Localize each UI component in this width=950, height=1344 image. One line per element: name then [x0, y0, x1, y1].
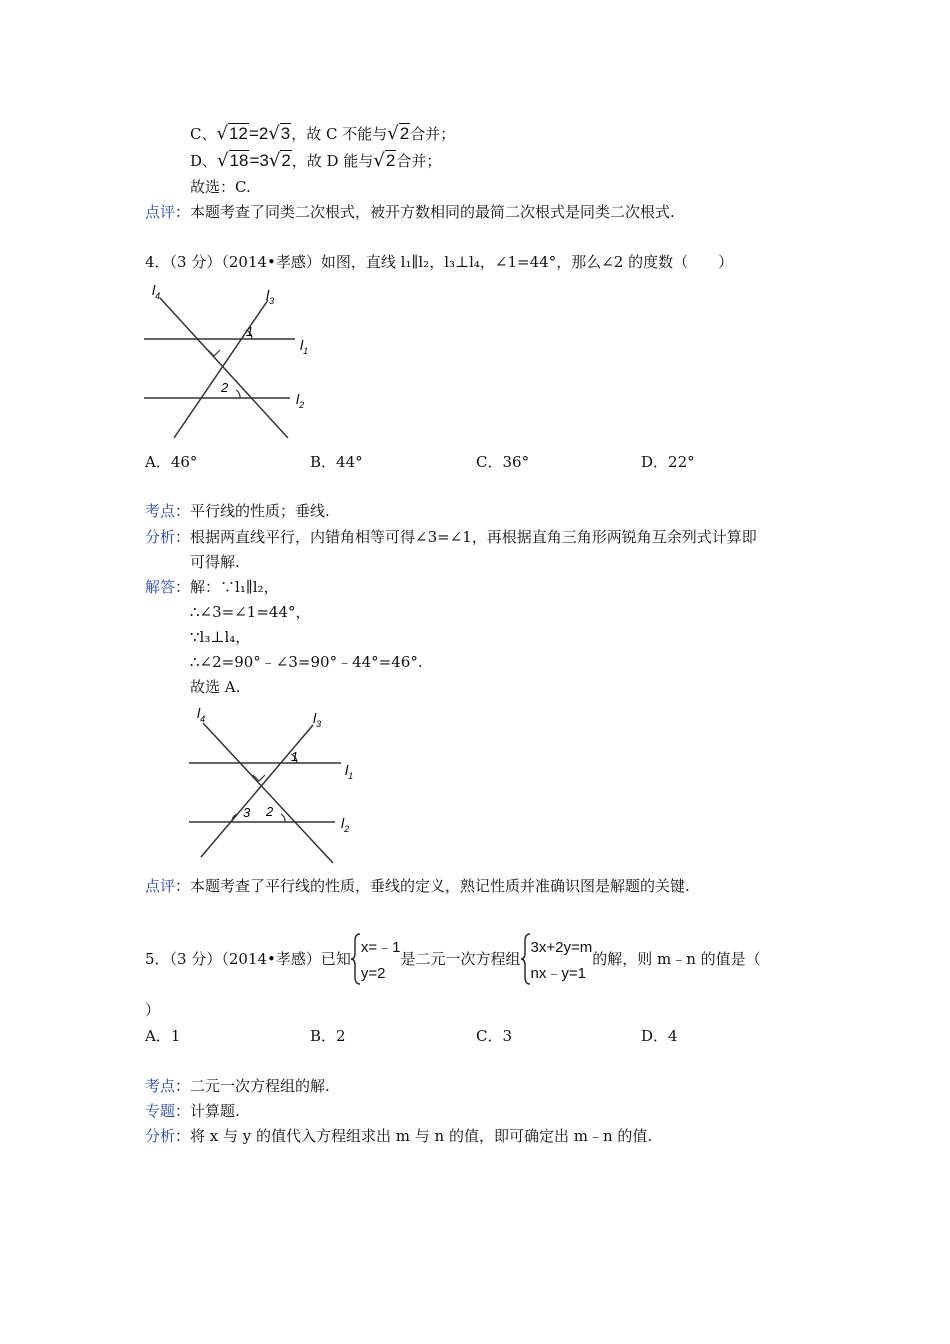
- q5-sys2-row1: 3x+2y=m: [530, 939, 593, 956]
- q5-option-b[interactable]: B．2: [310, 1027, 346, 1045]
- label-angle-1: 1: [246, 324, 254, 339]
- q4-jieda-tag: 解答: [145, 578, 176, 596]
- q3-d-end: 合并；: [396, 152, 442, 170]
- q3-option-d-line: [190, 151, 441, 171]
- radical-2-d2-arg: 2: [385, 151, 396, 170]
- q4-kaodian: [145, 501, 330, 521]
- radical-12-arg: 12: [228, 124, 248, 143]
- q5-zhuanti-tag: 专题: [145, 1102, 176, 1120]
- q5-kaodian-tag: 考点: [145, 1077, 176, 1095]
- line-l3: [174, 300, 268, 438]
- q4-fenxi-text-1: ：根据两直线平行，内错角相等可得∠3=∠1，再根据直角三角形两锐角互余列式计算即: [175, 528, 757, 546]
- label-l3: $l_3$: [266, 287, 275, 306]
- left-brace-icon: [351, 933, 361, 985]
- q4-stem: 4．（3 分）（2014•孝感）如图，直线 l₁∥l₂，l₃⊥l₄，∠1=44°，那么∠2 的度数（ ）: [145, 253, 734, 271]
- radical-18: √18: [217, 150, 249, 171]
- q5-zhuanti-text: ：计算题.: [175, 1102, 240, 1120]
- radical-3-arg: 3: [280, 124, 291, 143]
- radical-2-c: √2: [387, 123, 410, 144]
- q3-c-prefix: C、: [190, 125, 217, 143]
- label-l4: $l_4$: [152, 282, 161, 301]
- angle-2-arc: [236, 390, 240, 398]
- q4-fenxi-tag: 分析: [145, 528, 176, 546]
- q5-system-2: [521, 933, 593, 987]
- q4-fenxi-cont: 可得解.: [190, 553, 240, 571]
- q5-stem-a: 5．（3 分）（2014•孝感）已知: [145, 950, 351, 968]
- label-l1: $l_1$: [300, 337, 309, 356]
- q5-option-a[interactable]: A．1: [145, 1027, 181, 1045]
- q5-sys1-row1: x=﹣1: [360, 939, 401, 956]
- q3-comment-tag: 点评: [145, 203, 176, 221]
- q4-option-d[interactable]: D．22°: [641, 453, 695, 471]
- q5-stem-b: 是二元一次方程组: [400, 950, 521, 968]
- fig2-label-angle-3: 3: [243, 805, 251, 820]
- q5-zhuanti: [145, 1101, 240, 1121]
- q3-comment: [145, 202, 675, 222]
- q3-c-end: 合并；: [410, 125, 456, 143]
- q4-kaodian-tag: 考点: [145, 502, 176, 520]
- radical-2-d1: √2: [268, 150, 291, 171]
- left-brace-icon: [521, 933, 531, 985]
- q5-fenxi: [145, 1126, 652, 1146]
- q5-system-1: [351, 933, 401, 987]
- q4-jieda-3: ∵l₃⊥l₄，: [190, 628, 251, 646]
- q4-dianping: [145, 876, 690, 896]
- q5-stem-c: 的解，则 m﹣n 的值是（: [592, 950, 761, 968]
- q5-kaodian: [145, 1076, 330, 1096]
- radical-2-c-arg: 2: [399, 124, 410, 143]
- q5-option-d[interactable]: D．4: [641, 1027, 678, 1045]
- q4-option-a[interactable]: A．46°: [145, 453, 198, 471]
- label-l2: $l_2$: [296, 391, 305, 410]
- q5-sys2-row2: nx﹣y=1: [530, 965, 586, 982]
- q4-dianping-tag: 点评: [145, 877, 176, 895]
- radical-3: √3: [268, 123, 291, 144]
- q5-sys1-row2: y=2: [360, 965, 386, 982]
- q5-kaodian-text: ：二元一次方程组的解.: [175, 1077, 330, 1095]
- fig2-line-l3: [201, 725, 313, 857]
- c-eq-text: =2: [248, 124, 269, 143]
- radical-2-d1-arg: 2: [281, 151, 291, 170]
- fig2-label-l2: $l_2$: [341, 815, 350, 834]
- q4-jieda-4: ∴∠2=90°﹣∠3=90°﹣44°=46°.: [190, 653, 423, 671]
- radical-18-arg: 18: [229, 151, 249, 170]
- d-eq-text: =3: [249, 151, 269, 170]
- label-angle-2: 2: [221, 380, 229, 395]
- q4-option-c[interactable]: C．36°: [476, 453, 530, 471]
- fig2-label-l4: $l_4$: [197, 705, 206, 724]
- q5-fenxi-tag: 分析: [145, 1127, 176, 1145]
- q4-dianping-text: ：本题考查了平行线的性质，垂线的定义，熟记性质并准确识图是解题的关键.: [175, 877, 690, 895]
- q4-jieda-text-1: ：解：∵l₁∥l₂，: [175, 578, 279, 596]
- c-equals: [249, 124, 268, 144]
- radical-12: √12: [216, 123, 248, 144]
- q4-fenxi: [145, 527, 757, 547]
- q4-kaodian-text: ：平行线的性质；垂线.: [175, 502, 330, 520]
- fig2-angle-2-arc: [281, 814, 285, 822]
- q4-jieda-5: 故选 A.: [190, 678, 241, 696]
- q4-jieda: [145, 577, 279, 597]
- q5-fenxi-text: ：将 x 与 y 的值代入方程组求出 m 与 n 的值，即可确定出 m﹣n 的值.: [175, 1127, 653, 1145]
- fig2-line-l4: [203, 723, 333, 863]
- fig2-label-l1: $l_1$: [345, 762, 354, 781]
- fig2-label-l3: $l_3$: [313, 710, 322, 729]
- fig2-label-angle-2: 2: [266, 804, 274, 819]
- q5-stem-close: ）: [145, 1001, 161, 1019]
- q4-figure-2: [185, 703, 365, 868]
- q3-c-text: ，故 C 不能与: [291, 125, 388, 143]
- q5-stem: [145, 932, 761, 987]
- q5-option-c[interactable]: C．3: [476, 1027, 513, 1045]
- q3-d-text: ，故 D 能与: [291, 152, 374, 170]
- q4-option-b[interactable]: B．44°: [310, 453, 363, 471]
- line-l4: [160, 298, 288, 438]
- q4-jieda-2: ∴∠3=∠1=44°，: [190, 603, 311, 621]
- q3-comment-text: ：本题考查了同类二次根式，被开方数相同的最简二次根式是同类二次根式.: [175, 203, 675, 221]
- q3-answer: 故选：C.: [190, 178, 251, 196]
- q3-d-prefix: D、: [190, 152, 218, 170]
- q4-figure-1: [140, 280, 320, 445]
- fig2-label-angle-1: 1: [291, 749, 299, 764]
- q3-option-c-line: [190, 124, 455, 144]
- radical-2-d2: √2: [373, 150, 396, 171]
- d-equals: [249, 151, 268, 171]
